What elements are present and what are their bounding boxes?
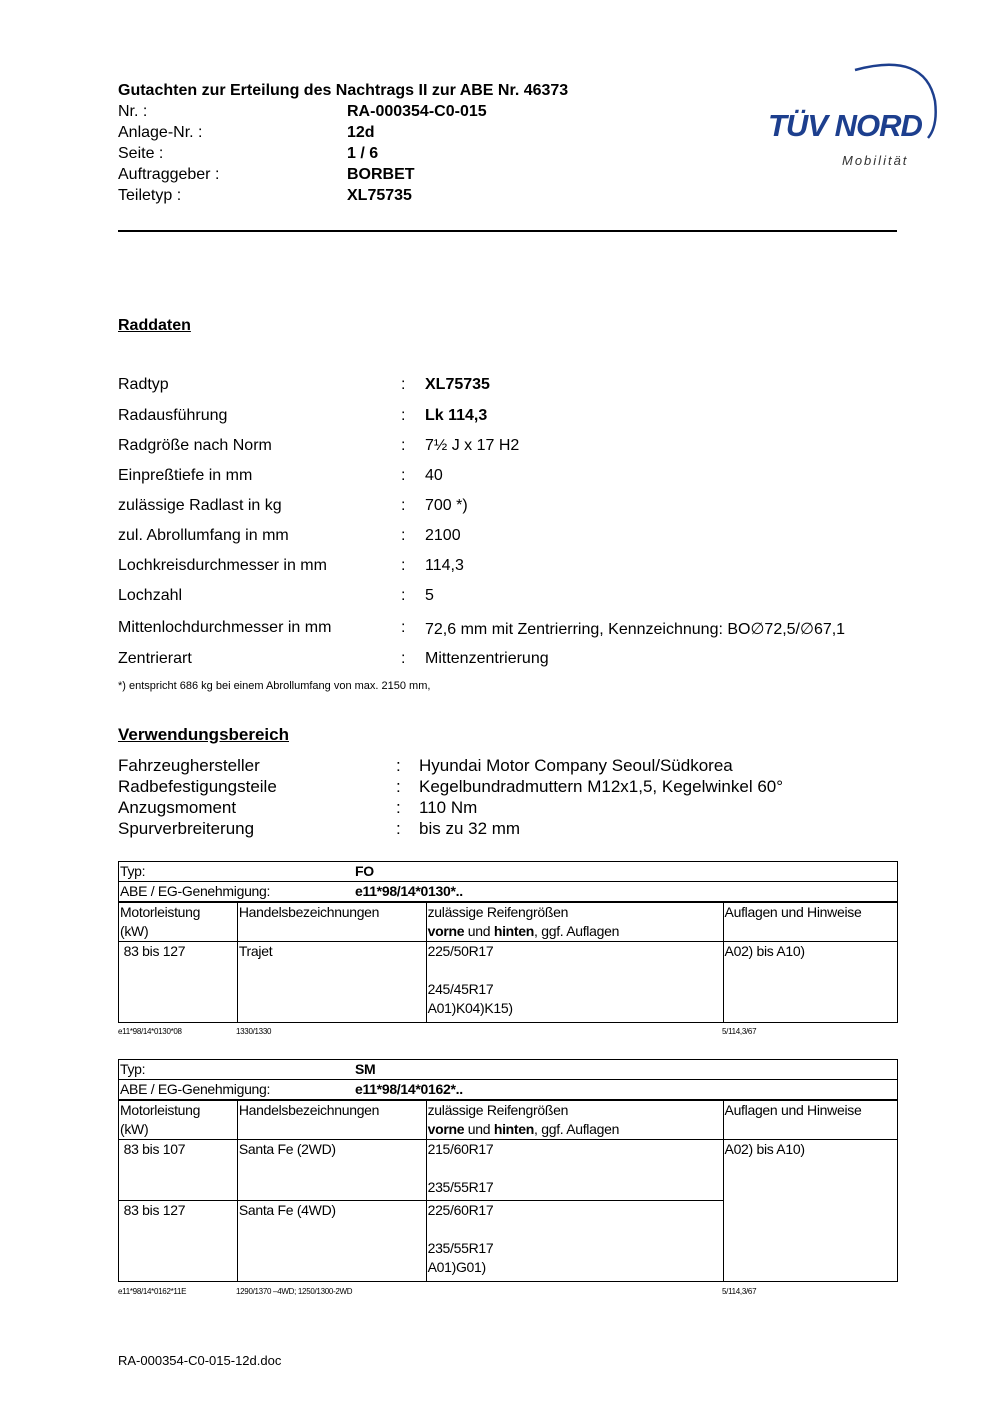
raddaten-label: zulässige Radlast in kg	[118, 497, 282, 514]
header-value: BORBET	[347, 166, 415, 183]
typ-label: Typ:	[120, 1061, 146, 1077]
auflagen-header: Auflagen und Hinweise	[723, 1100, 897, 1140]
table-footnote-lk: 5/114,3/67	[722, 1287, 757, 1296]
header-label: Auftraggeber :	[118, 166, 220, 183]
spacer	[428, 1220, 722, 1239]
abe-label: ABE / EG-Genehmigung:	[120, 883, 271, 899]
table-footnote-lk: 5/114,3/67	[722, 1027, 757, 1036]
tuev-nord-logo	[760, 56, 945, 176]
verwendung-value: bis zu 32 mm	[419, 819, 521, 838]
handel-cell: Santa Fe (4WD)	[237, 1201, 426, 1282]
colon: :	[401, 467, 406, 484]
colon: :	[401, 587, 406, 604]
raddaten-value: 114,3	[425, 557, 464, 574]
abe-value: e11*98/14*0130*..	[355, 883, 463, 899]
tire-size: 235/55R17	[427, 1179, 494, 1195]
raddaten-row	[118, 587, 908, 609]
handel-header: Handelsbezeichnungen	[237, 902, 426, 942]
raddaten-label: Lochzahl	[118, 587, 183, 604]
colon: :	[401, 497, 406, 514]
hinten-text: hinten	[493, 923, 535, 939]
colon: :	[401, 557, 406, 574]
motor-header	[119, 902, 238, 942]
verwendung-label: Anzugsmoment	[118, 798, 237, 817]
header-label: Anlage-Nr. :	[118, 124, 203, 141]
reifen-header-line1: zulässige Reifengrößen	[427, 904, 569, 920]
verwendung-row	[118, 756, 908, 777]
abe-cell	[119, 1080, 898, 1101]
raddaten-label: Einpreßtiefe in mm	[118, 467, 253, 484]
handel-cell: Trajet	[237, 942, 426, 1023]
colon: :	[396, 756, 401, 775]
motor-header-line2: (kW)	[120, 1121, 149, 1137]
raddaten-label: Radausführung	[118, 407, 228, 424]
table-footnote-mass: 1330/1330	[236, 1027, 272, 1036]
ggf-text: , ggf. Auflagen	[534, 1121, 620, 1137]
raddaten-value: 2100	[425, 527, 461, 544]
vehicle-table-sm	[118, 1059, 898, 1282]
motor-header-line1: Motorleistung	[120, 1102, 201, 1118]
colon: :	[401, 376, 406, 393]
reifen-cell	[426, 1140, 723, 1201]
table-footnote-code: e11*98/14*0130*08	[118, 1027, 182, 1036]
und-text: und	[464, 923, 494, 939]
reifen-cell	[426, 942, 723, 1023]
typ-cell	[119, 1060, 898, 1080]
raddaten-label: Mittenlochdurchmesser in mm	[118, 619, 332, 636]
raddaten-label: zul. Abrollumfang in mm	[118, 527, 289, 544]
motor-cell: 83 bis 127	[119, 942, 238, 1023]
raddaten-row	[118, 497, 908, 519]
tire-auflagen: A01)G01)	[427, 1259, 486, 1275]
raddaten-label: Radgröße nach Norm	[118, 437, 272, 454]
document-filename: RA-000354-C0-015-12d.doc	[118, 1353, 282, 1368]
header-label: Teiletyp :	[118, 187, 182, 204]
colon: :	[396, 819, 401, 838]
handel-cell: Santa Fe (2WD)	[237, 1140, 426, 1201]
header-row-auftraggeber	[118, 166, 538, 187]
raddaten-label: Lochkreisdurchmesser in mm	[118, 557, 327, 574]
raddaten-row	[118, 527, 908, 549]
typ-cell	[119, 862, 898, 882]
raddaten-heading: Raddaten	[118, 317, 191, 334]
vehicle-table-fo	[118, 861, 898, 1023]
handel-header: Handelsbezeichnungen	[237, 1100, 426, 1140]
colon: :	[401, 407, 406, 424]
reifen-cell	[426, 1201, 723, 1282]
motor-cell: 83 bis 107	[119, 1140, 238, 1201]
hinten-text: hinten	[493, 1121, 535, 1137]
und-text: und	[464, 1121, 494, 1137]
verwendung-label: Fahrzeughersteller	[118, 756, 260, 775]
header-label: Nr. :	[118, 103, 148, 120]
raddaten-value: 5	[425, 587, 434, 604]
header-value: 1 / 6	[347, 145, 379, 162]
verwendung-row	[118, 777, 908, 798]
raddaten-row	[118, 619, 908, 641]
raddaten-value: 72,6 mm mit Zentrierring, Kennzeichnung: BO∅72,5/∅67,1	[425, 621, 846, 638]
raddaten-row	[118, 650, 908, 672]
raddaten-row	[118, 407, 908, 429]
reifen-header	[426, 902, 723, 942]
header-divider	[118, 230, 897, 232]
table-footnote-code: e11*98/14*0162*11E	[118, 1287, 187, 1296]
abe-label: ABE / EG-Genehmigung:	[120, 1081, 271, 1097]
header-row-teiletyp	[118, 187, 538, 208]
reifen-header-line2	[428, 922, 722, 941]
motor-header	[119, 1100, 238, 1140]
vorne-text: vorne	[427, 923, 465, 939]
raddaten-row	[118, 557, 908, 579]
motor-header-line1: Motorleistung	[120, 904, 201, 920]
colon: :	[401, 619, 406, 636]
raddaten-row	[118, 437, 908, 459]
verwendung-value: Hyundai Motor Company Seoul/Südkorea	[419, 756, 733, 775]
table-row	[119, 1140, 898, 1201]
auflagen-cell: A02) bis A10)	[723, 942, 897, 1023]
verwendung-label: Radbefestigungsteile	[118, 777, 277, 796]
motor-header-line2: (kW)	[120, 923, 149, 939]
table-header-row	[119, 902, 898, 942]
raddaten-label: Zentrierart	[118, 650, 192, 667]
reifen-header	[426, 1100, 723, 1140]
logo-wordmark: TÜV NORD	[768, 108, 922, 143]
colon: :	[401, 527, 406, 544]
spacer	[428, 1159, 722, 1178]
colon: :	[396, 777, 401, 796]
header-value: RA-000354-C0-015	[347, 103, 487, 120]
auflagen-cell: A02) bis A10)	[723, 1140, 897, 1282]
auflagen-header: Auflagen und Hinweise	[723, 902, 897, 942]
typ-label: Typ:	[120, 863, 146, 879]
header-value: XL75735	[347, 187, 412, 204]
raddaten-value: 40	[425, 467, 443, 484]
table-footnote-mass: 1290/1370 –4WD; 1250/1300-2WD	[236, 1287, 353, 1296]
raddaten-row	[118, 376, 908, 398]
header-row-anlage	[118, 124, 538, 145]
tire-size: 225/50R17	[427, 943, 494, 959]
header-value: 12d	[347, 124, 375, 141]
header-label: Seite :	[118, 145, 164, 162]
tire-size: 235/55R17	[427, 1240, 494, 1256]
colon: :	[396, 798, 401, 817]
verwendung-value: 110 Nm	[419, 798, 478, 817]
reifen-header-line1: zulässige Reifengrößen	[427, 1102, 569, 1118]
table-header-row	[119, 1100, 898, 1140]
ggf-text: , ggf. Auflagen	[534, 923, 620, 939]
tire-size: 225/60R17	[427, 1202, 494, 1218]
colon: :	[401, 650, 406, 667]
raddaten-label: Radtyp	[118, 376, 169, 393]
verwendung-label: Spurverbreiterung	[118, 819, 255, 838]
raddaten-value: 700 *)	[425, 497, 468, 514]
tire-size: 215/60R17	[427, 1141, 494, 1157]
verwendung-heading: Verwendungsbereich	[118, 725, 289, 744]
tire-size: 245/45R17	[427, 981, 494, 997]
raddaten-value: Lk 114,3	[425, 407, 488, 424]
raddaten-value: Mittenzentrierung	[425, 650, 549, 667]
reifen-header-line2	[428, 1120, 722, 1139]
typ-value: SM	[355, 1061, 376, 1077]
raddaten-row	[118, 467, 908, 489]
verwendung-row	[118, 798, 908, 819]
verwendung-value: Kegelbundradmuttern M12x1,5, Kegelwinkel 60°	[419, 777, 784, 796]
raddaten-value: 7½ J x 17 H2	[425, 437, 520, 454]
abe-cell	[119, 882, 898, 903]
colon: :	[401, 437, 406, 454]
typ-value: FO	[355, 863, 374, 879]
tire-auflagen: A01)K04)K15)	[427, 1000, 513, 1016]
abe-value: e11*98/14*0162*..	[355, 1081, 463, 1097]
header-row-nr	[118, 103, 538, 124]
logo-subtitle: Mobilität	[842, 153, 909, 168]
document-title: Gutachten zur Erteilung des Nachtrags II zur ABE Nr. 46373	[118, 82, 569, 99]
radlast-footnote: *) entspricht 686 kg bei einem Abrollumfang von max. 2150 mm,	[118, 680, 431, 692]
spacer	[428, 961, 722, 980]
table-row	[119, 942, 898, 1023]
motor-cell: 83 bis 127	[119, 1201, 238, 1282]
raddaten-value: XL75735	[425, 376, 490, 393]
header-row-seite	[118, 145, 538, 166]
verwendung-row	[118, 819, 908, 840]
vorne-text: vorne	[427, 1121, 465, 1137]
